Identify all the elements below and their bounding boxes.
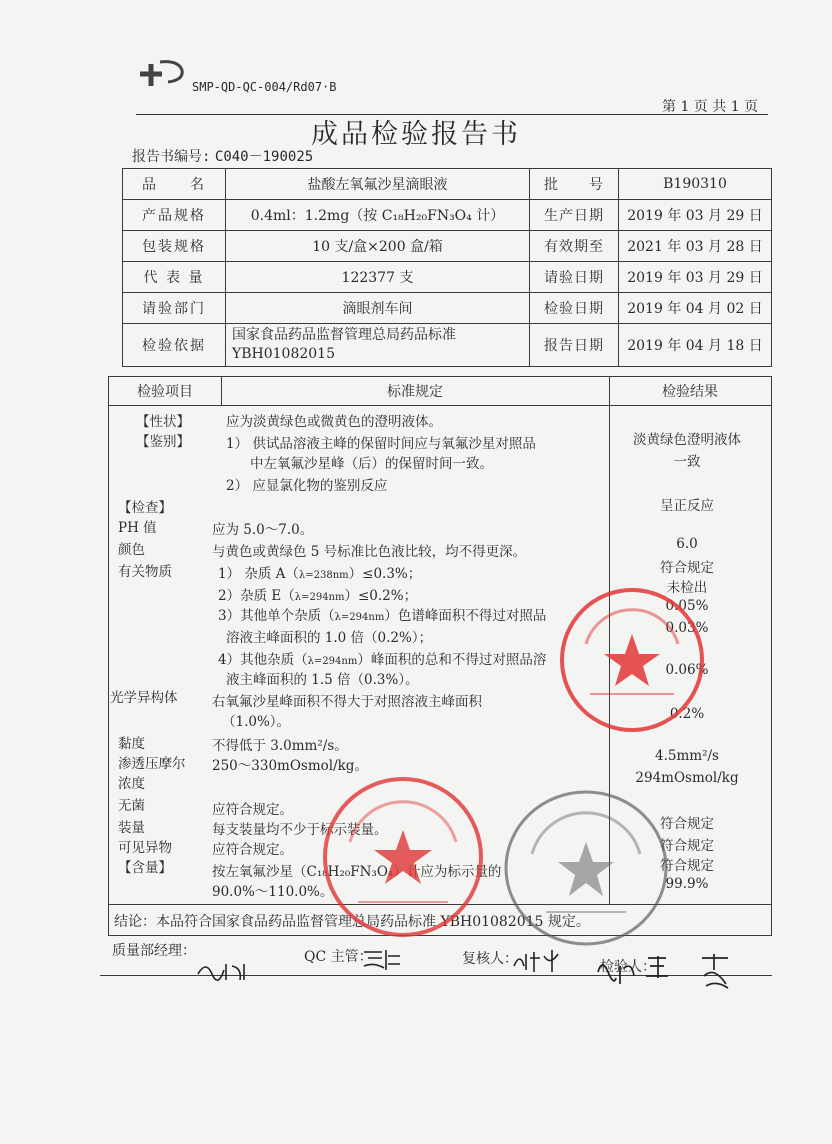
res-optical: 0.2% bbox=[669, 706, 705, 722]
std-sterility: 应符合规定。 bbox=[212, 802, 293, 818]
std-imp4-b: 液主峰面积的 1.5 倍（0.3%）。 bbox=[226, 672, 419, 688]
table-row bbox=[123, 200, 772, 231]
company-logo-icon bbox=[136, 58, 188, 92]
res-ident1: 一致 bbox=[673, 454, 701, 470]
res-appearance: 淡黄绿色澄明液体 bbox=[633, 432, 741, 448]
sample-qty-value: 122377 支 bbox=[226, 262, 530, 293]
res-imp-e: 0.05% bbox=[665, 598, 709, 614]
res-imp3: 0.03% bbox=[665, 620, 709, 636]
std-imp-a: 1） 杂质 A（λ=238nm）≤0.3%； bbox=[218, 566, 422, 582]
res-sterility: 符合规定 bbox=[660, 816, 714, 832]
company-stamp-icon bbox=[318, 772, 488, 942]
test-date-label: 检验日期 bbox=[530, 293, 619, 324]
table-row bbox=[123, 262, 772, 293]
sample-qty-label: 代 表 量 bbox=[123, 262, 226, 293]
std-fill: 每支装量均不少于标示装量。 bbox=[212, 822, 388, 838]
reviewer-label: 复核人： bbox=[462, 951, 518, 967]
product-name: 盐酸左氧氟沙星滴眼液 bbox=[226, 169, 530, 200]
std-visible: 应符合规定。 bbox=[212, 842, 293, 858]
qa-manager-label: 质量部经理： bbox=[112, 943, 196, 959]
item-assay: 【含量】 bbox=[118, 860, 172, 876]
item-appearance: 【性状】 bbox=[136, 414, 190, 430]
document-code: SMP-QD-QC-004/Rd07·B bbox=[192, 80, 337, 94]
item-sterility: 无菌 bbox=[118, 798, 145, 814]
batch-label: 批 号 bbox=[530, 169, 619, 200]
res-imp4: 0.06% bbox=[665, 662, 709, 678]
res-fill: 符合规定 bbox=[660, 838, 714, 854]
item-osmolality-2: 浓度 bbox=[118, 776, 145, 792]
std-imp3-b: 溶液主峰面积的 1.0 倍（0.2%）； bbox=[226, 630, 433, 646]
res-assay: 99.9% bbox=[665, 876, 709, 892]
std-osmolality: 250～330mOsmol/kg。 bbox=[212, 758, 368, 774]
table-row bbox=[123, 324, 772, 367]
product-name-label: 品 名 bbox=[123, 169, 226, 200]
qa-manager-signature bbox=[196, 958, 260, 982]
batch-value: B190310 bbox=[619, 169, 772, 200]
res-ph: 6.0 bbox=[676, 536, 698, 552]
std-optical-b: （1.0%）。 bbox=[222, 714, 291, 730]
report-number-value: C040－190025 bbox=[214, 149, 314, 165]
inspector-signature bbox=[594, 952, 744, 992]
table-row bbox=[123, 293, 772, 324]
test-date-value: 2019 年 04 月 02 日 bbox=[619, 293, 772, 324]
info-table bbox=[122, 168, 772, 367]
expiry-value: 2021 年 03 月 28 日 bbox=[619, 231, 772, 262]
conclusion: 结论：本品符合国家食品药品监督管理总局药品标准 YBH01082015 规定。 bbox=[114, 914, 590, 930]
qc-supervisor-label: QC 主管： bbox=[304, 949, 373, 965]
report-date-value: 2019 年 04 月 18 日 bbox=[619, 324, 772, 367]
item-visible: 可见异物 bbox=[118, 840, 172, 856]
res-imp-a: 未检出 bbox=[666, 580, 708, 596]
expiry-label: 有效期至 bbox=[530, 231, 619, 262]
std-optical-a: 右氧氟沙星峰面积不得大于对照溶液主峰面积 bbox=[212, 694, 482, 710]
basis-line1: 国家食品药品监督管理总局药品标准 bbox=[232, 327, 456, 343]
res-ident2: 呈正反应 bbox=[660, 498, 714, 514]
table-row bbox=[123, 169, 772, 200]
std-ident2: 2） 应显氯化物的鉴别反应 bbox=[226, 478, 388, 494]
std-assay-a: 按左氧氟沙星（C₁₈H₂₀FN₃O₄）计应为标示量的 bbox=[212, 864, 502, 880]
std-assay-b: 90.0%～110.0%。 bbox=[212, 884, 334, 900]
header-item: 检验项目 bbox=[108, 376, 222, 406]
item-viscosity: 黏度 bbox=[118, 736, 145, 752]
header-standard: 标准规定 bbox=[221, 376, 610, 406]
std-color: 与黄色或黄绿色 5 号标准比色液比较，均不得更深。 bbox=[212, 544, 527, 560]
basis-label: 检验依据 bbox=[123, 324, 226, 367]
quality-stamp-icon bbox=[556, 584, 708, 736]
item-ph: PH 值 bbox=[118, 520, 157, 536]
std-ident1-b: 中左氧氟沙星峰（后）的保留时间一致。 bbox=[250, 456, 493, 472]
item-identification: 【鉴别】 bbox=[136, 434, 190, 450]
std-ph: 应为 5.0～7.0。 bbox=[212, 522, 314, 538]
package-value: 10 支/盒×200 盒/箱 bbox=[226, 231, 530, 262]
report-date-label: 报告日期 bbox=[530, 324, 619, 367]
report-number-label: 报告书编号: bbox=[132, 149, 211, 165]
basis-line2: YBH01082015 bbox=[232, 346, 335, 362]
dept-value: 滴眼剂车间 bbox=[226, 293, 530, 324]
item-checks: 【检查】 bbox=[118, 500, 172, 516]
std-imp-e: 2）杂质 E（λ=294nm）≤0.2%； bbox=[218, 588, 418, 604]
request-date-label: 请验日期 bbox=[530, 262, 619, 293]
header-result: 检验结果 bbox=[609, 376, 772, 406]
reviewer-signature bbox=[512, 948, 566, 974]
table-row bbox=[123, 231, 772, 262]
std-imp4-a: 4）其他杂质（λ=294nm）峰面积的总和不得过对照品溶 bbox=[218, 652, 547, 668]
dept-label: 请验部门 bbox=[123, 293, 226, 324]
std-viscosity: 不得低于 3.0mm²/s。 bbox=[212, 738, 348, 754]
mfg-date-label: 生产日期 bbox=[530, 200, 619, 231]
page-title: 成品检验报告书 bbox=[311, 119, 521, 150]
page-count: 第 1 页 共 1 页 bbox=[662, 99, 759, 115]
res-color: 符合规定 bbox=[660, 560, 714, 576]
item-related: 有关物质 bbox=[118, 564, 172, 580]
spec-value: 0.4ml：1.2mg（按 C₁₈H₂₀FN₃O₄ 计） bbox=[226, 200, 530, 231]
item-optical: 光学异构体 bbox=[110, 690, 178, 706]
inspector-label: 检验人： bbox=[600, 959, 656, 975]
res-osmolality: 294mOsmol/kg bbox=[635, 770, 739, 786]
res-viscosity: 4.5mm²/s bbox=[655, 748, 719, 764]
basis-value bbox=[226, 324, 530, 367]
std-ident1-a: 1） 供试品溶液主峰的保留时间应与氧氟沙星对照品 bbox=[226, 436, 536, 452]
item-color: 颜色 bbox=[118, 542, 145, 558]
std-appearance: 应为淡黄绿色或微黄色的澄明液体。 bbox=[226, 414, 442, 430]
res-visible: 符合规定 bbox=[660, 858, 714, 874]
item-osmolality-1: 渗透压摩尔 bbox=[118, 756, 186, 772]
std-imp3-a: 3）其他单个杂质（λ=294nm）色谱峰面积不得过对照品 bbox=[218, 608, 547, 624]
mfg-date-value: 2019 年 03 月 29 日 bbox=[619, 200, 772, 231]
qc-supervisor-signature bbox=[362, 946, 402, 972]
spec-label: 产品规格 bbox=[123, 200, 226, 231]
inspection-stamp-icon bbox=[502, 788, 670, 948]
report-number bbox=[132, 146, 313, 166]
package-label: 包装规格 bbox=[123, 231, 226, 262]
request-date-value: 2019 年 03 月 29 日 bbox=[619, 262, 772, 293]
item-fill: 装量 bbox=[118, 820, 145, 836]
